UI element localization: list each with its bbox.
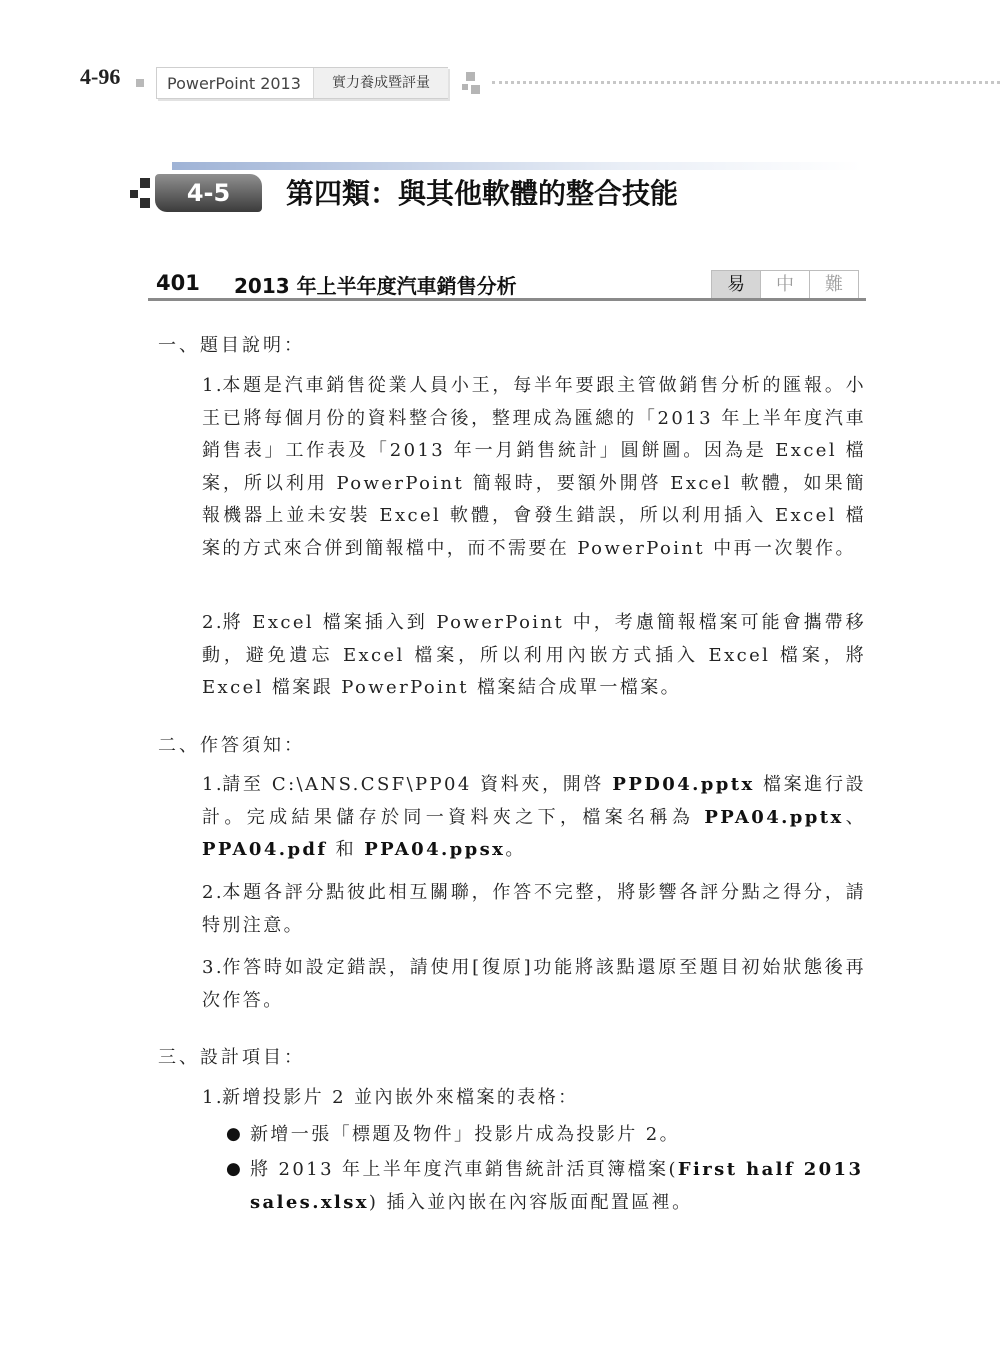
problem-divider (148, 298, 866, 301)
section-number-badge: 4-5 (155, 174, 262, 212)
item-text: 檔案進行設計。完成結果儲存於同一資料夾之下，檔案名稱為 (202, 774, 866, 828)
section-block-decoration (130, 178, 158, 208)
header-dotted-rule (492, 81, 1000, 84)
output-filename-pptx: PPA04.pptx (704, 806, 844, 828)
item-text: 、 (843, 806, 867, 828)
part3-heading: 三、設計項目： (158, 1047, 305, 1068)
item-text: 請至 C:\ANS.CSF\PP04 資料夾，開啓 (222, 774, 613, 795)
item-text: 作答時如設定錯誤，請使用[復原]功能將該點還原至題目初始狀態後再次作答。 (202, 957, 866, 1011)
workbook-filename: First half 2013 sales.xlsx (250, 1159, 864, 1213)
item-text: 本題是汽車銷售從業人員小王，每半年要跟主管做銷售分析的匯報。小王已將每個月份的資料整合後，整理成為匯總的「2013 年上半年度汽車銷售表」工作表及「2013 年一月銷售統計」圓餅圖。因為是 Excel 檔案，所以利用 PowerPoint 簡報時，要額外開啓 Excel 軟體，如果簡報機器上並未安裝 Excel 軟體，會發生錯誤，所以利用插入 Excel 檔案的方式來合併到簡報檔中，而不需要在 PowerPoint 中再一次製作。 (202, 375, 866, 559)
difficulty-medium: 中 (760, 270, 810, 299)
problem-title: 2013 年上半年度汽車銷售分析 (234, 274, 517, 298)
part2-item-1 (202, 769, 866, 867)
book-subtitle: 實力養成暨評量 (313, 68, 448, 98)
section-title: 第四類：與其他軟體的整合技能 (286, 177, 679, 210)
part3-bullet-2 (226, 1153, 866, 1219)
part1-item-2 (202, 607, 866, 705)
item-text: 和 (327, 839, 365, 860)
difficulty-easy: 易 (711, 270, 761, 299)
source-filename: PPD04.pptx (612, 774, 755, 795)
book-title: PowerPoint 2013 (167, 74, 301, 93)
part2-item-2 (202, 877, 866, 942)
part2-item-3 (202, 952, 866, 1017)
output-filename-pdf: PPA04.pdf (202, 839, 328, 860)
part2-heading: 二、作答須知： (158, 735, 305, 756)
bullet-text: 新增一張「標題及物件」投影片成為投影片 2。 (250, 1124, 680, 1145)
bullet-text-part: 將 2013 年上半年度汽車銷售統計活頁簿檔案( (250, 1159, 678, 1180)
problem-number: 401 (156, 271, 200, 295)
book-title-box (156, 67, 448, 99)
section-gradient-bar (172, 162, 862, 170)
item-text: 新增投影片 2 並內嵌外來檔案的表格： (222, 1087, 579, 1108)
bullet-text-part: ) 插入並內嵌在內容版面配置區裡。 (368, 1192, 693, 1213)
header-block-decoration (462, 72, 482, 94)
part1-heading: 一、題目說明： (158, 335, 305, 356)
page-number: 4-96 (80, 64, 121, 89)
item-number: 2. (202, 612, 224, 633)
item-number: 2. (202, 882, 224, 903)
bullet-icon: ● (226, 1124, 244, 1144)
bullet-text (250, 1153, 866, 1219)
difficulty-hard: 難 (809, 270, 859, 299)
item-text: 本題各評分點彼此相互關聯，作答不完整，將影響各評分點之得分，請特別注意。 (202, 882, 866, 936)
bullet-icon: ● (226, 1159, 244, 1179)
part3-bullet-1 (226, 1118, 866, 1151)
item-number: 1. (202, 1087, 224, 1108)
part1-item-1 (202, 370, 866, 565)
header-square-decoration (136, 79, 144, 87)
item-number: 1. (202, 774, 224, 795)
item-text: 將 Excel 檔案插入到 PowerPoint 中，考慮簡報檔案可能會攜帶移動，避免遺忘 Excel 檔案，所以利用內嵌方式插入 Excel 檔案，將 Excel 檔案跟 PowerPoint 檔案結合成單一檔案。 (202, 612, 866, 698)
item-number: 1. (202, 375, 224, 396)
part3-item-1 (202, 1082, 866, 1115)
item-number: 3. (202, 957, 224, 978)
output-filename-ppsx: PPA04.ppsx (364, 839, 506, 860)
difficulty-indicator (712, 270, 859, 297)
item-text: 。 (505, 839, 526, 860)
